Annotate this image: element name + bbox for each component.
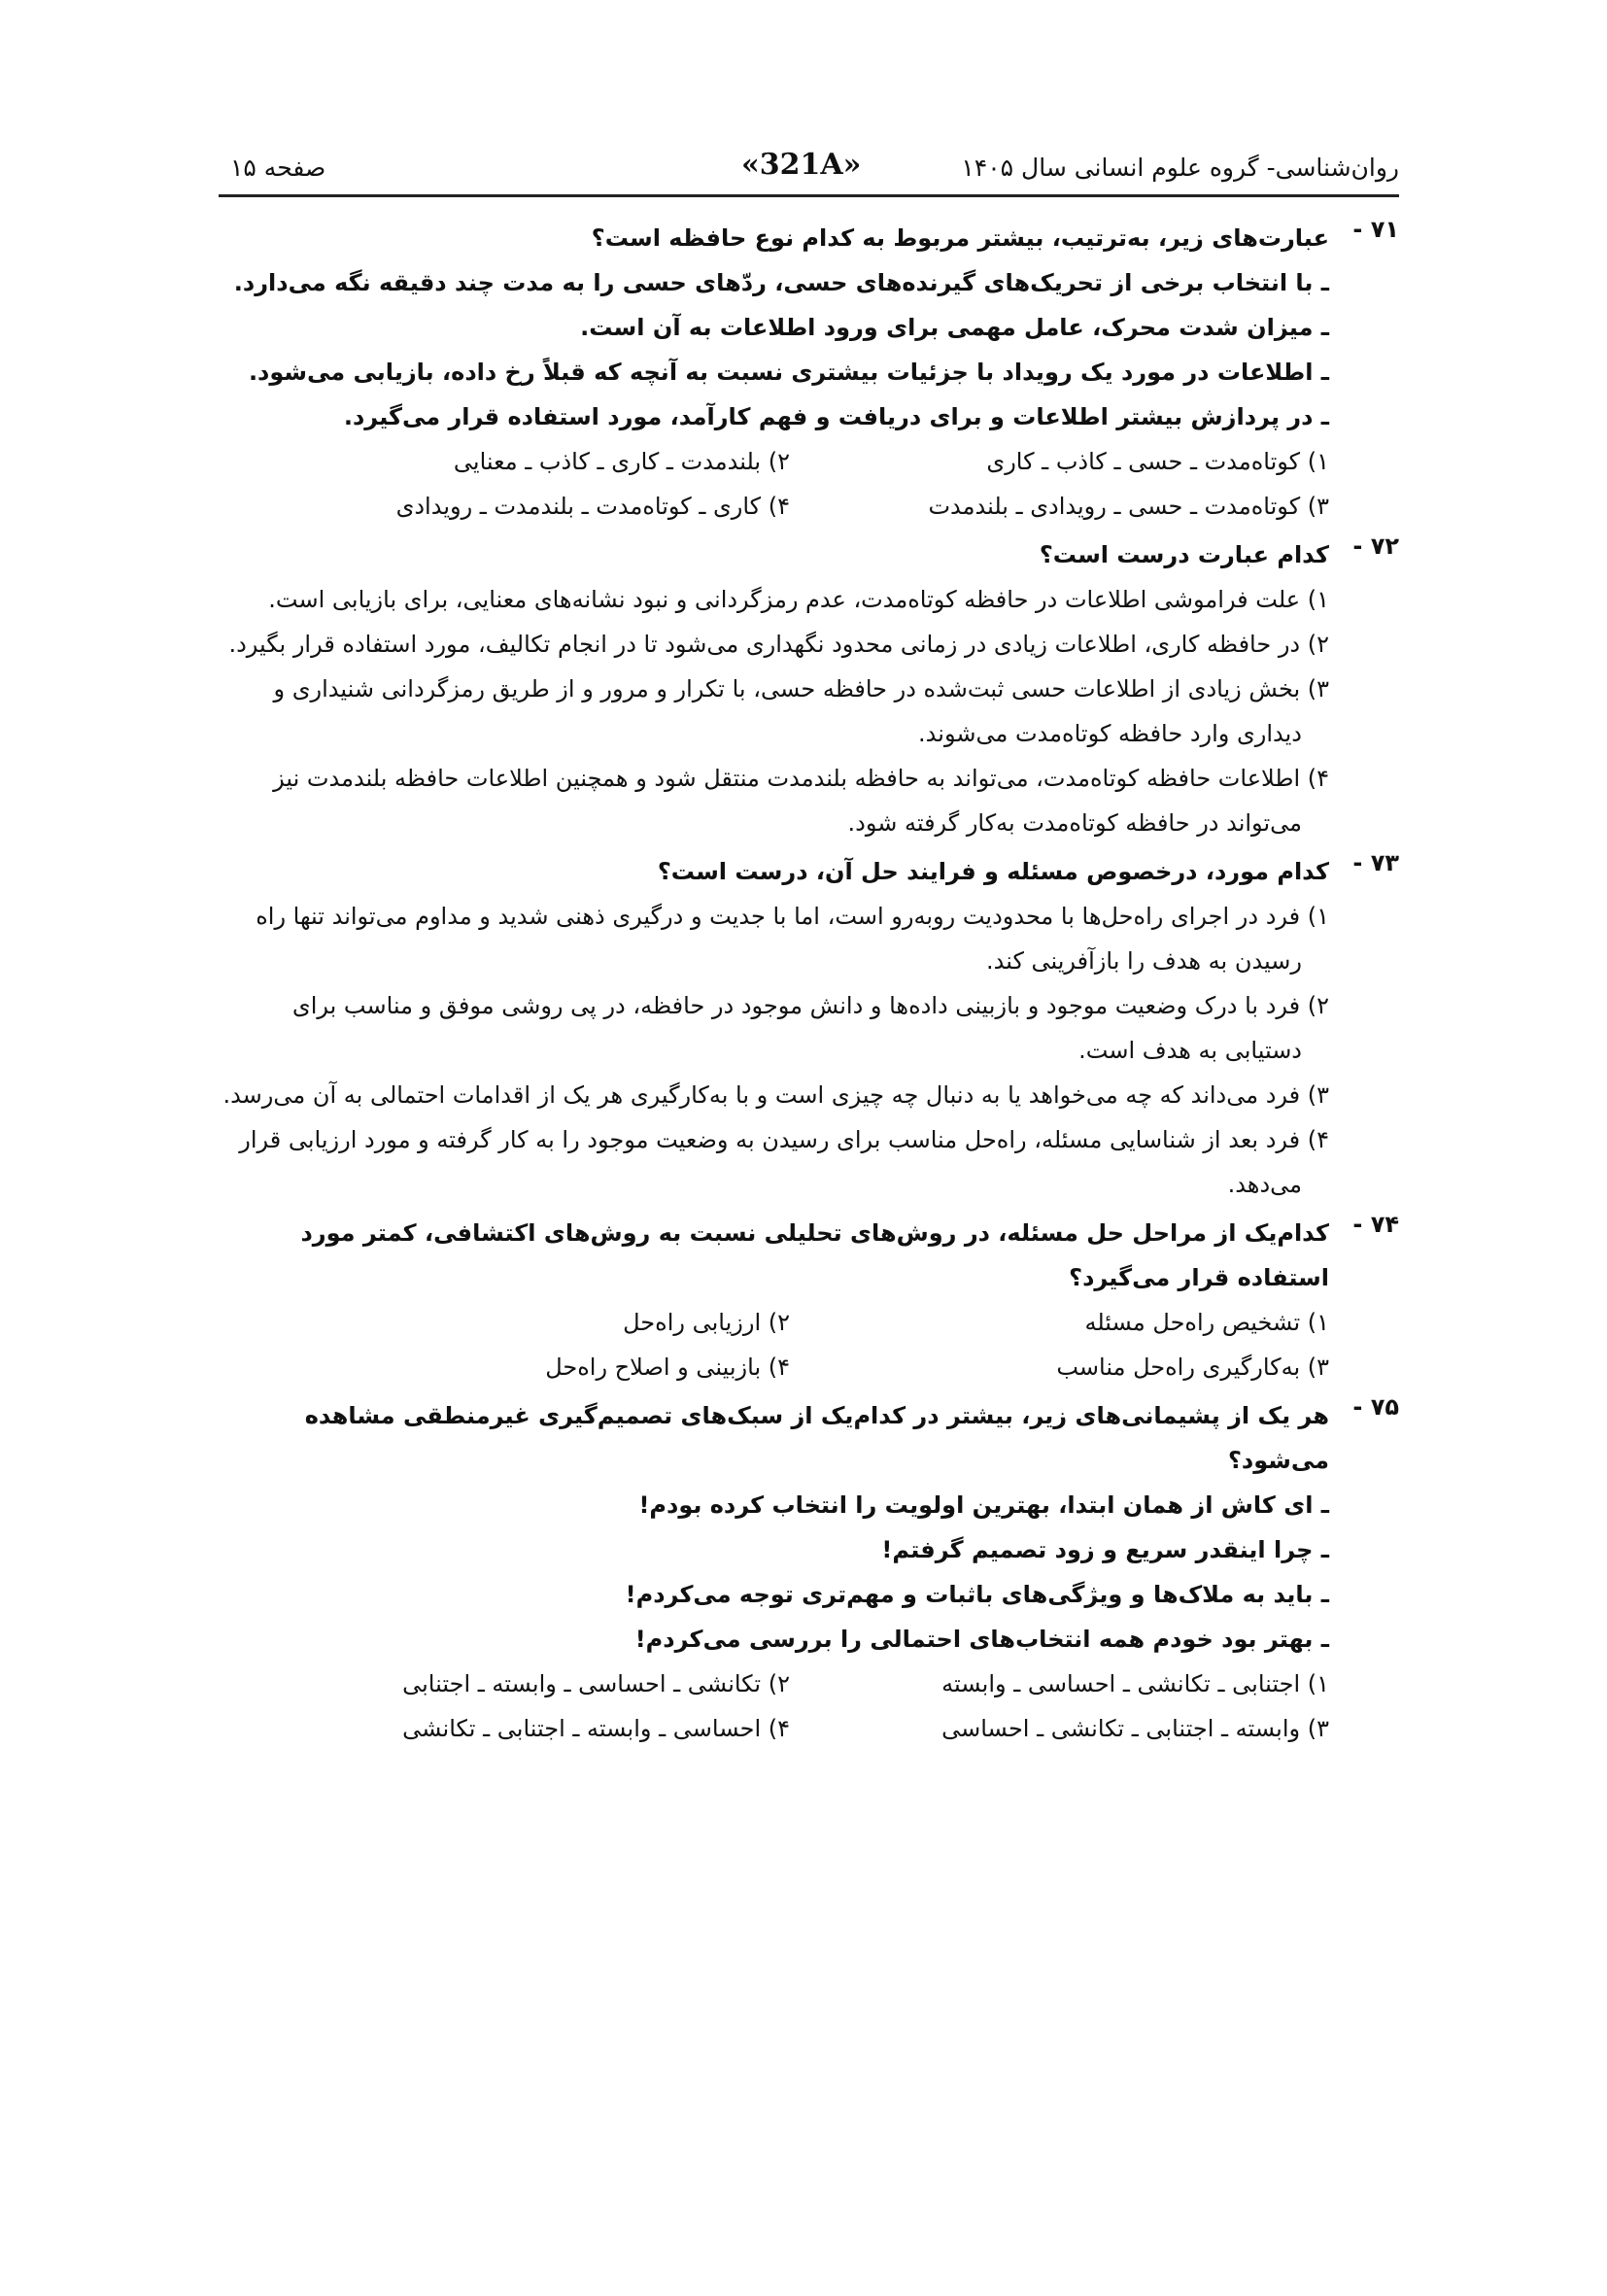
statement: ـ میزان شدت محرک، عامل مهمی برای ورود اطلاعات به آن است. xyxy=(580,314,1329,341)
question-number: ۷۳ - xyxy=(1352,849,1399,876)
question-stem: عبارت‌های زیر، به‌ترتیب، بیشتر مربوط به کدام نوع حافظه است؟ xyxy=(591,224,1329,252)
page-number: صفحه ۱۵ xyxy=(230,154,326,182)
option-3: ۳) وابسته ـ اجتنابی ـ تکانشی ـ احساسی xyxy=(941,1715,1329,1742)
question-stem: هر یک از پشیمانی‌های زیر، بیشتر در کدام‌یک از سبک‌های تصمیم‌گیری غیرمنطقی مشاهده می‌شود؟ xyxy=(304,1402,1329,1474)
page-header xyxy=(219,136,1399,197)
statement: ـ اطلاعات در مورد یک رویداد با جزئیات بیشتری نسبت به آنچه که قبلاً رخ داده، بازیابی می‌شود. xyxy=(248,359,1329,386)
question-number: ۷۱ - xyxy=(1352,216,1399,243)
option-3: ۳) به‌کارگیری راه‌حل مناسب xyxy=(1056,1354,1329,1381)
question-73 xyxy=(209,849,1399,1207)
statement: ـ با انتخاب برخی از تحریک‌های گیرنده‌های حسی، ردّهای حسی را به مدت چند دقیقه نگه می‌دارد. xyxy=(233,269,1329,296)
statement: ـ چرا اینقدر سریع و زود تصمیم گرفتم! xyxy=(881,1536,1329,1563)
option-2: ۲) فرد با درک وضعیت موجود و بازبینی داده‌ها و دانش موجود در حافظه، در پی روشی موفق و مناسب برای دستیابی به هدف است. xyxy=(291,992,1329,1064)
question-stem: کدام عبارت درست است؟ xyxy=(1039,541,1329,568)
option-4: ۴) فرد بعد از شناسایی مسئله، راه‌حل مناسب برای رسیدن به وضعیت موجود را به کار گرفته و مورد ارزیابی قرار می‌دهد. xyxy=(239,1126,1329,1198)
question-stem: کدام مورد، درخصوص مسئله و فرایند حل آن، درست است؟ xyxy=(657,858,1329,885)
question-stem: کدام‌یک از مراحل حل مسئله، در روش‌های تحلیلی نسبت به روش‌های اکتشافی، کمتر مورد استفاده قرار می‌گیرد؟ xyxy=(300,1219,1329,1291)
statement: ـ در پردازش بیشتر اطلاعات و برای دریافت و فهم کارآمد، مورد استفاده قرار می‌گیرد. xyxy=(343,403,1329,430)
question-number: ۷۲ - xyxy=(1352,532,1399,560)
option-2: ۲) بلندمدت ـ کاری ـ کاذب ـ معنایی xyxy=(453,448,790,475)
booklet-code: «321A» xyxy=(741,148,862,182)
statement: ـ باید به ملاک‌ها و ویژگی‌های باثبات و مهم‌تری توجه می‌کردم! xyxy=(625,1581,1329,1608)
option-1: ۱) کوتاه‌مدت ـ حسی ـ کاذب ـ کاری xyxy=(986,448,1329,475)
option-1: ۱) علت فراموشی اطلاعات در حافظه کوتاه‌مدت، عدم رمزگردانی و نبود نشانه‌های معنایی، برای بازیابی است. xyxy=(268,586,1329,613)
option-3: ۳) کوتاه‌مدت ـ حسی ـ رویدادی ـ بلندمدت xyxy=(928,493,1329,520)
questions-body xyxy=(209,216,1399,1755)
option-4: ۴) اطلاعات حافظه کوتاه‌مدت، می‌تواند به حافظه بلندمدت منتقل شود و همچنین اطلاعات حافظه بلندمدت نیز می‌تواند در حافظه کوتاه‌مدت به‌کار گرفته شود. xyxy=(273,765,1329,837)
question-72 xyxy=(209,532,1399,845)
option-4: ۴) بازبینی و اصلاح راه‌حل xyxy=(545,1354,790,1381)
option-4: ۴) کاری ـ کوتاه‌مدت ـ بلندمدت ـ رویدادی xyxy=(395,493,790,520)
question-number: ۷۵ - xyxy=(1352,1393,1399,1421)
option-3: ۳) بخش زیادی از اطلاعات حسی ثبت‌شده در حافظه حسی، با تکرار و مرور و از طریق رمزگردانی شنیداری و دیداری وارد حافظه کوتاه‌مدت می‌شوند. xyxy=(273,675,1329,747)
option-3: ۳) فرد می‌داند که چه می‌خواهد یا به دنبال چه چیزی است و با به‌کارگیری هر یک از اقدامات احتمالی به آن می‌رسد. xyxy=(222,1081,1329,1109)
option-4: ۴) احساسی ـ وابسته ـ اجتنابی ـ تکانشی xyxy=(402,1715,790,1742)
option-2: ۲) در حافظه کاری، اطلاعات زیادی در زمانی محدود نگهداری می‌شود تا در انجام تکالیف، مورد استفاده قرار بگیرد. xyxy=(228,631,1329,658)
options-grid xyxy=(209,439,1329,529)
options-grid xyxy=(209,1300,1329,1389)
statement: ـ بهتر بود خودم همه انتخاب‌های احتمالی را بررسی می‌کردم! xyxy=(634,1626,1329,1653)
question-74 xyxy=(209,1211,1399,1389)
options-grid xyxy=(209,1662,1329,1751)
question-71 xyxy=(209,216,1399,529)
option-1: ۱) تشخیص راه‌حل مسئله xyxy=(1084,1309,1329,1336)
option-2: ۲) ارزیابی راه‌حل xyxy=(623,1309,790,1336)
statement: ـ ای کاش از همان ابتدا، بهترین اولویت را انتخاب کرده بودم! xyxy=(638,1491,1329,1519)
question-75 xyxy=(209,1393,1399,1751)
option-2: ۲) تکانشی ـ احساسی ـ وابسته ـ اجتنابی xyxy=(402,1670,790,1697)
option-1: ۱) فرد در اجرای راه‌حل‌ها با محدودیت روبه‌رو است، اما با جدیت و درگیری ذهنی شدید و مداوم می‌تواند تنها راه رسیدن به هدف را بازآفرینی کند. xyxy=(256,903,1329,975)
question-number: ۷۴ - xyxy=(1352,1211,1399,1238)
option-1: ۱) اجتنابی ـ تکانشی ـ احساسی ـ وابسته xyxy=(941,1670,1329,1697)
exam-subject: روان‌شناسی- گروه علوم انسانی سال ۱۴۰۵ xyxy=(961,154,1399,182)
